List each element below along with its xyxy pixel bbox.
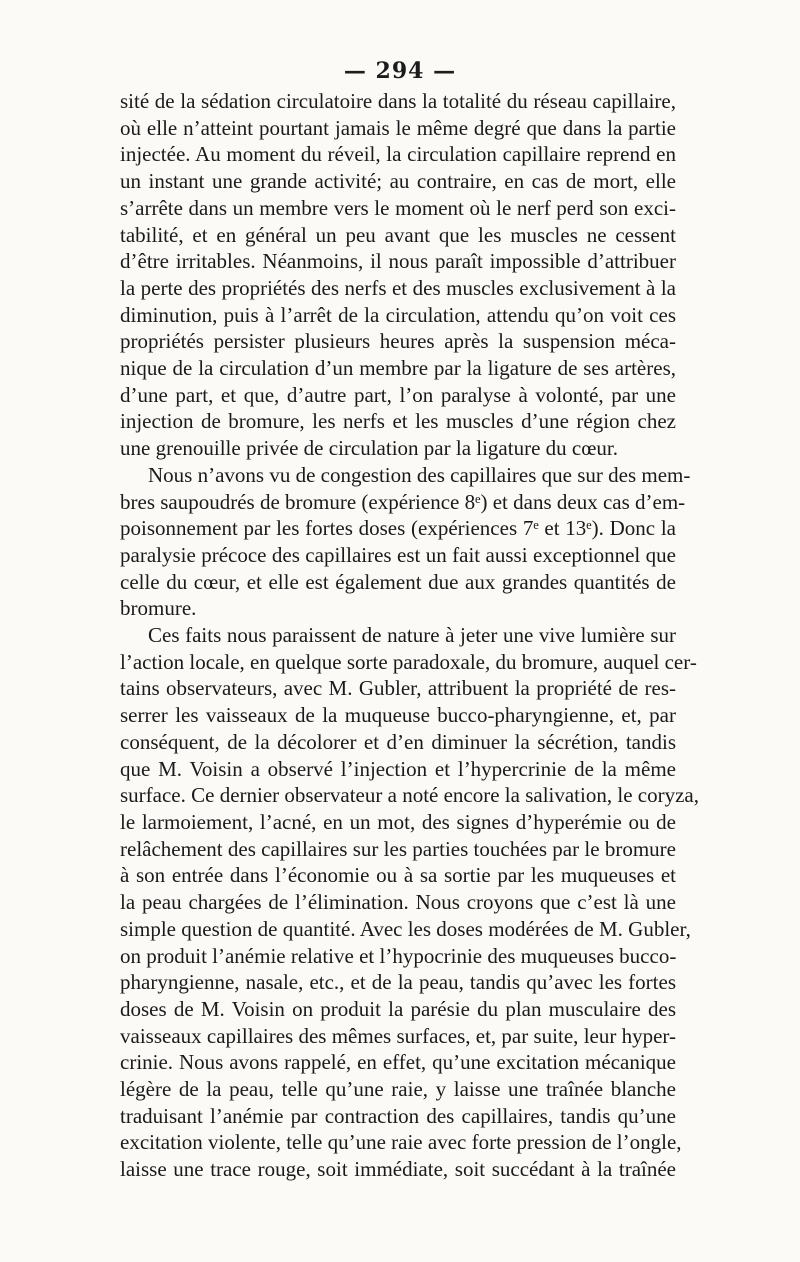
text-line: Ces faits nous paraissent de nature à jeter une vive lumière sur xyxy=(148,623,676,648)
text-line: pharyngienne, nasale, etc., et de la peau, tandis qu’avec les fortes xyxy=(120,970,676,995)
text-line: un instant une grande activité; au contraire, en cas de mort, elle xyxy=(120,169,676,194)
text-line: bromure. xyxy=(120,596,197,621)
text-line: serrer les vaisseaux de la muqueuse bucco-pharyngienne, et, par xyxy=(120,703,676,728)
body-text xyxy=(120,88,699,1183)
text-line: simple question de quantité. Avec les doses modérées de M. Gubler, xyxy=(120,916,691,941)
text-line: où elle n’atteint pourtant jamais le même degré que dans la partie xyxy=(120,115,676,140)
text-line: celle du cœur, et elle est également due aux grandes quantités de xyxy=(120,569,676,594)
text-line: sité de la sédation circulatoire dans la totalité du réseau capillaire, xyxy=(120,89,676,113)
page-number: — 294 — xyxy=(343,58,457,84)
text-line: laisse une trace rouge, soit immédiate, soit succédant à la traînée xyxy=(120,1157,676,1182)
text-line: surface. Ce dernier observateur a noté encore la salivation, le coryza, xyxy=(120,783,699,808)
text-line: crinie. Nous avons rappelé, en effet, qu’une excitation mécanique xyxy=(120,1050,676,1075)
text-line: excitation violente, telle qu’une raie avec forte pression de l’ongle, xyxy=(120,1130,682,1155)
text-line: à son entrée dans l’économie ou à sa sortie par les muqueuses et xyxy=(120,863,676,888)
text-line: bres saupoudrés de bromure (expérience 8ᵉ) et dans deux cas d’em- xyxy=(120,489,686,514)
text-line: tabilité, et en général un peu avant que les muscles ne cessent xyxy=(120,222,676,247)
text-line: relâchement des capillaires sur les parties touchées par le bromure xyxy=(120,836,676,861)
text-line: injectée. Au moment du réveil, la circulation capillaire reprend en xyxy=(120,142,676,167)
text-line: paralysie précoce des capillaires est un fait aussi exceptionnel que xyxy=(120,542,676,567)
text-line: tains observateurs, avec M. Gubler, attribuent la propriété de res- xyxy=(120,676,676,701)
text-line: que M. Voisin a observé l’injection et l’hypercrinie de la même xyxy=(120,756,676,781)
text-line: diminution, puis à l’arrêt de la circulation, attendu qu’on voit ces xyxy=(120,302,676,327)
text-line: doses de M. Voisin on produit la parésie du plan musculaire des xyxy=(120,996,676,1021)
text-line: nique de la circulation d’un membre par la ligature de ses artères, xyxy=(120,356,676,381)
text-line: une grenouille privée de circulation par la ligature du cœur. xyxy=(120,436,618,461)
text-line: traduisant l’anémie par contraction des capillaires, tandis qu’une xyxy=(120,1103,676,1128)
text-line: conséquent, de la décolorer et d’en diminuer la sécrétion, tandis xyxy=(120,729,676,754)
text-line: d’être irritables. Néanmoins, il nous paraît impossible d’attribuer xyxy=(120,249,676,274)
text-line: s’arrête dans un membre vers le moment où le nerf perd son exci- xyxy=(120,195,676,220)
text-line: le larmoiement, l’acné, en un mot, des signes d’hyperémie ou de xyxy=(120,809,676,834)
text-line: légère de la peau, telle qu’une raie, y laisse une traînée blanche xyxy=(120,1077,676,1102)
text-line: propriétés persister plusieurs heures après la suspension méca- xyxy=(120,329,676,354)
text-line: d’une part, et que, d’autre part, l’on paralyse à volonté, par une xyxy=(120,382,676,407)
text-line: la peau chargées de l’élimination. Nous croyons que c’est là une xyxy=(120,890,676,915)
text-line: injection de bromure, les nerfs et les muscles d’une région chez xyxy=(120,409,676,434)
text-line: on produit l’anémie relative et l’hypocrinie des muqueuses bucco- xyxy=(120,943,677,968)
text-line: vaisseaux capillaires des mêmes surfaces, et, par suite, leur hyper- xyxy=(120,1023,676,1048)
text-line: la perte des propriétés des nerfs et des muscles exclusivement à la xyxy=(120,275,676,300)
text-line: poisonnement par les fortes doses (expériences 7ᵉ et 13ᵉ). Donc la xyxy=(120,516,676,541)
text-line: Nous n’avons vu de congestion des capillaires que sur des mem- xyxy=(148,462,691,487)
text-line: l’action locale, en quelque sorte paradoxale, du bromure, auquel cer- xyxy=(120,649,697,674)
